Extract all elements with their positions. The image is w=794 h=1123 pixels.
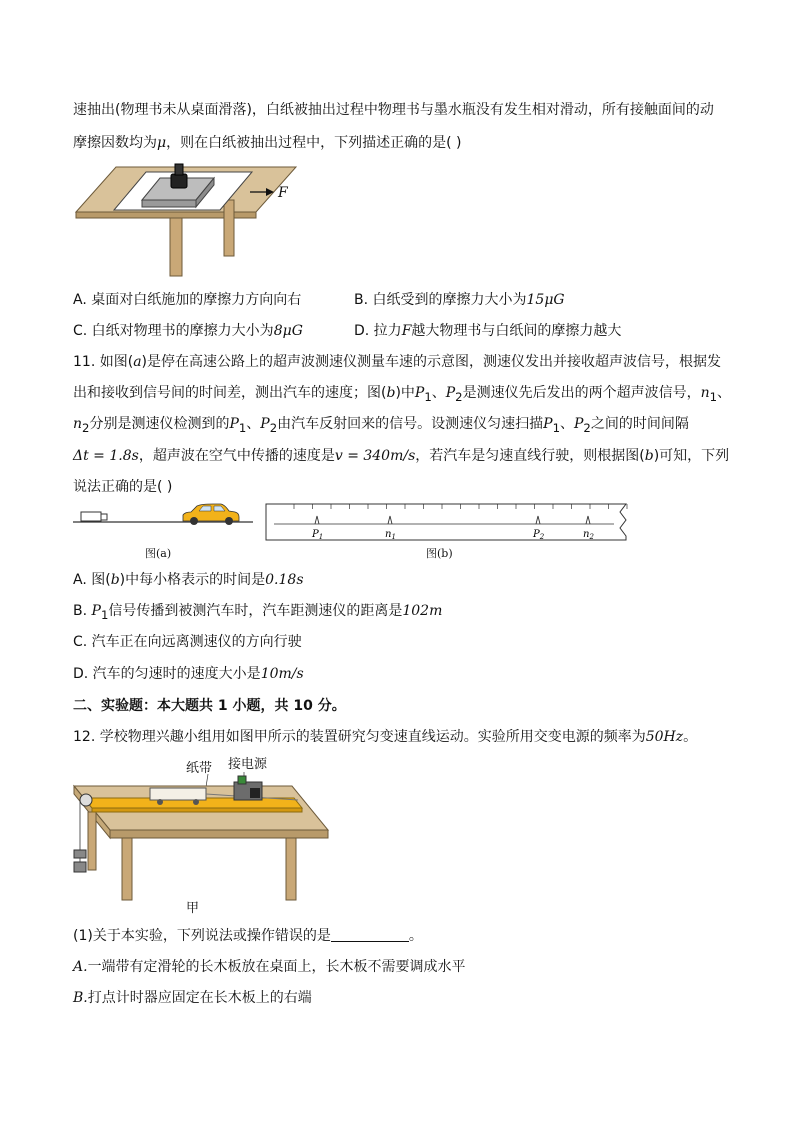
q12-option-b: B.打点计时器应固定在长木板上的右端 <box>73 990 312 1006</box>
section-2-heading: 二、实验题：本大题共 1 小题，共 10 分。 <box>73 698 346 714</box>
tick-marks <box>294 504 627 509</box>
label-n1: $n_1$ <box>385 529 396 541</box>
label-paper-tape: 纸带 <box>186 761 213 776</box>
q11-line-4: Δt = 1.8s，超声波在空气中传播的速度是v = 340m/s，若汽车是匀速直线行驶，则根据图(b)可知，下列 <box>73 448 730 464</box>
q12-option-a: A.一端带有定滑轮的长木板放在桌面上，长木板不需要调成水平 <box>73 959 466 975</box>
label-power-source: 接电源 <box>228 757 268 772</box>
q11-option-d: D. 汽车的匀速时的速度大小是10m/s <box>73 666 304 682</box>
q11-line-3: $n_2$分别是测速仪检测到的$P_1$、$P_2$由汽车反射回来的信号。设测速仪匀速扫描$P_1$、$P_2$之间的时间间隔 <box>73 416 689 435</box>
answer-blank[interactable] <box>331 927 409 942</box>
q10-option-b: B. 白纸受到的摩擦力大小为15μG <box>354 292 565 308</box>
label-p1: $P_1$ <box>312 529 324 541</box>
label-p2: $P_2$ <box>533 529 545 541</box>
q11-option-a: A. 图(b)中每小格表示的时间是0.18s <box>73 572 304 588</box>
q11-line-5: 说法正确的是( ) <box>73 479 173 495</box>
q10-line-2: 摩擦因数均为μ，则在白纸被抽出过程中，下列描述正确的是( ) <box>73 135 462 151</box>
force-label: F <box>278 185 288 201</box>
q11-figure-b <box>264 500 634 565</box>
q11-line-2: 出和接收到信号间的时间差，测出汽车的速度；图(b)中$P_1$、$P_2$是测速仪先后发出的两个超声波信号，$n_1$、 <box>73 385 732 404</box>
fig-a-caption: 图(a) <box>145 547 172 560</box>
fig-b-caption: 图(b) <box>426 547 453 560</box>
q11-line-1: 11. 如图(a)是停在高速公路上的超声波测速仪测量车速的示意图，测速仪发出并接收超声波信号，根据发 <box>73 354 722 370</box>
q11-option-b: B. $P_1$信号传播到被测汽车时，汽车距测速仪的距离是102m <box>73 603 443 622</box>
q10-option-d: D. 拉力F越大物理书与白纸间的摩擦力越大 <box>354 323 622 339</box>
q10-figure-table <box>70 160 300 280</box>
q12-figure-apparatus <box>70 752 332 917</box>
q10-option-c: C. 白纸对物理书的摩擦力大小为8μG <box>73 323 303 339</box>
q11-option-c: C. 汽车正在向远离测速仪的方向行驶 <box>73 634 302 650</box>
fig-caption-jia: 甲 <box>186 901 200 916</box>
q10-line-1: 速抽出(物理书未从桌面滑落)，白纸被抽出过程中物理书与墨水瓶没有发生相对滑动，所有接触面间的动 <box>73 102 714 118</box>
q12-sub-1: (1)关于本实验，下列说法或操作错误的是 。 <box>73 928 423 944</box>
q10-option-a: A. 桌面对白纸施加的摩擦力方向向右 <box>73 292 302 308</box>
q12-line-1: 12. 学校物理兴趣小组用如图甲所示的装置研究匀变速直线运动。实验所用交变电源的频率为50Hz。 <box>73 729 698 745</box>
label-n2: $n_2$ <box>583 529 594 541</box>
q11-figure-a <box>73 500 253 565</box>
